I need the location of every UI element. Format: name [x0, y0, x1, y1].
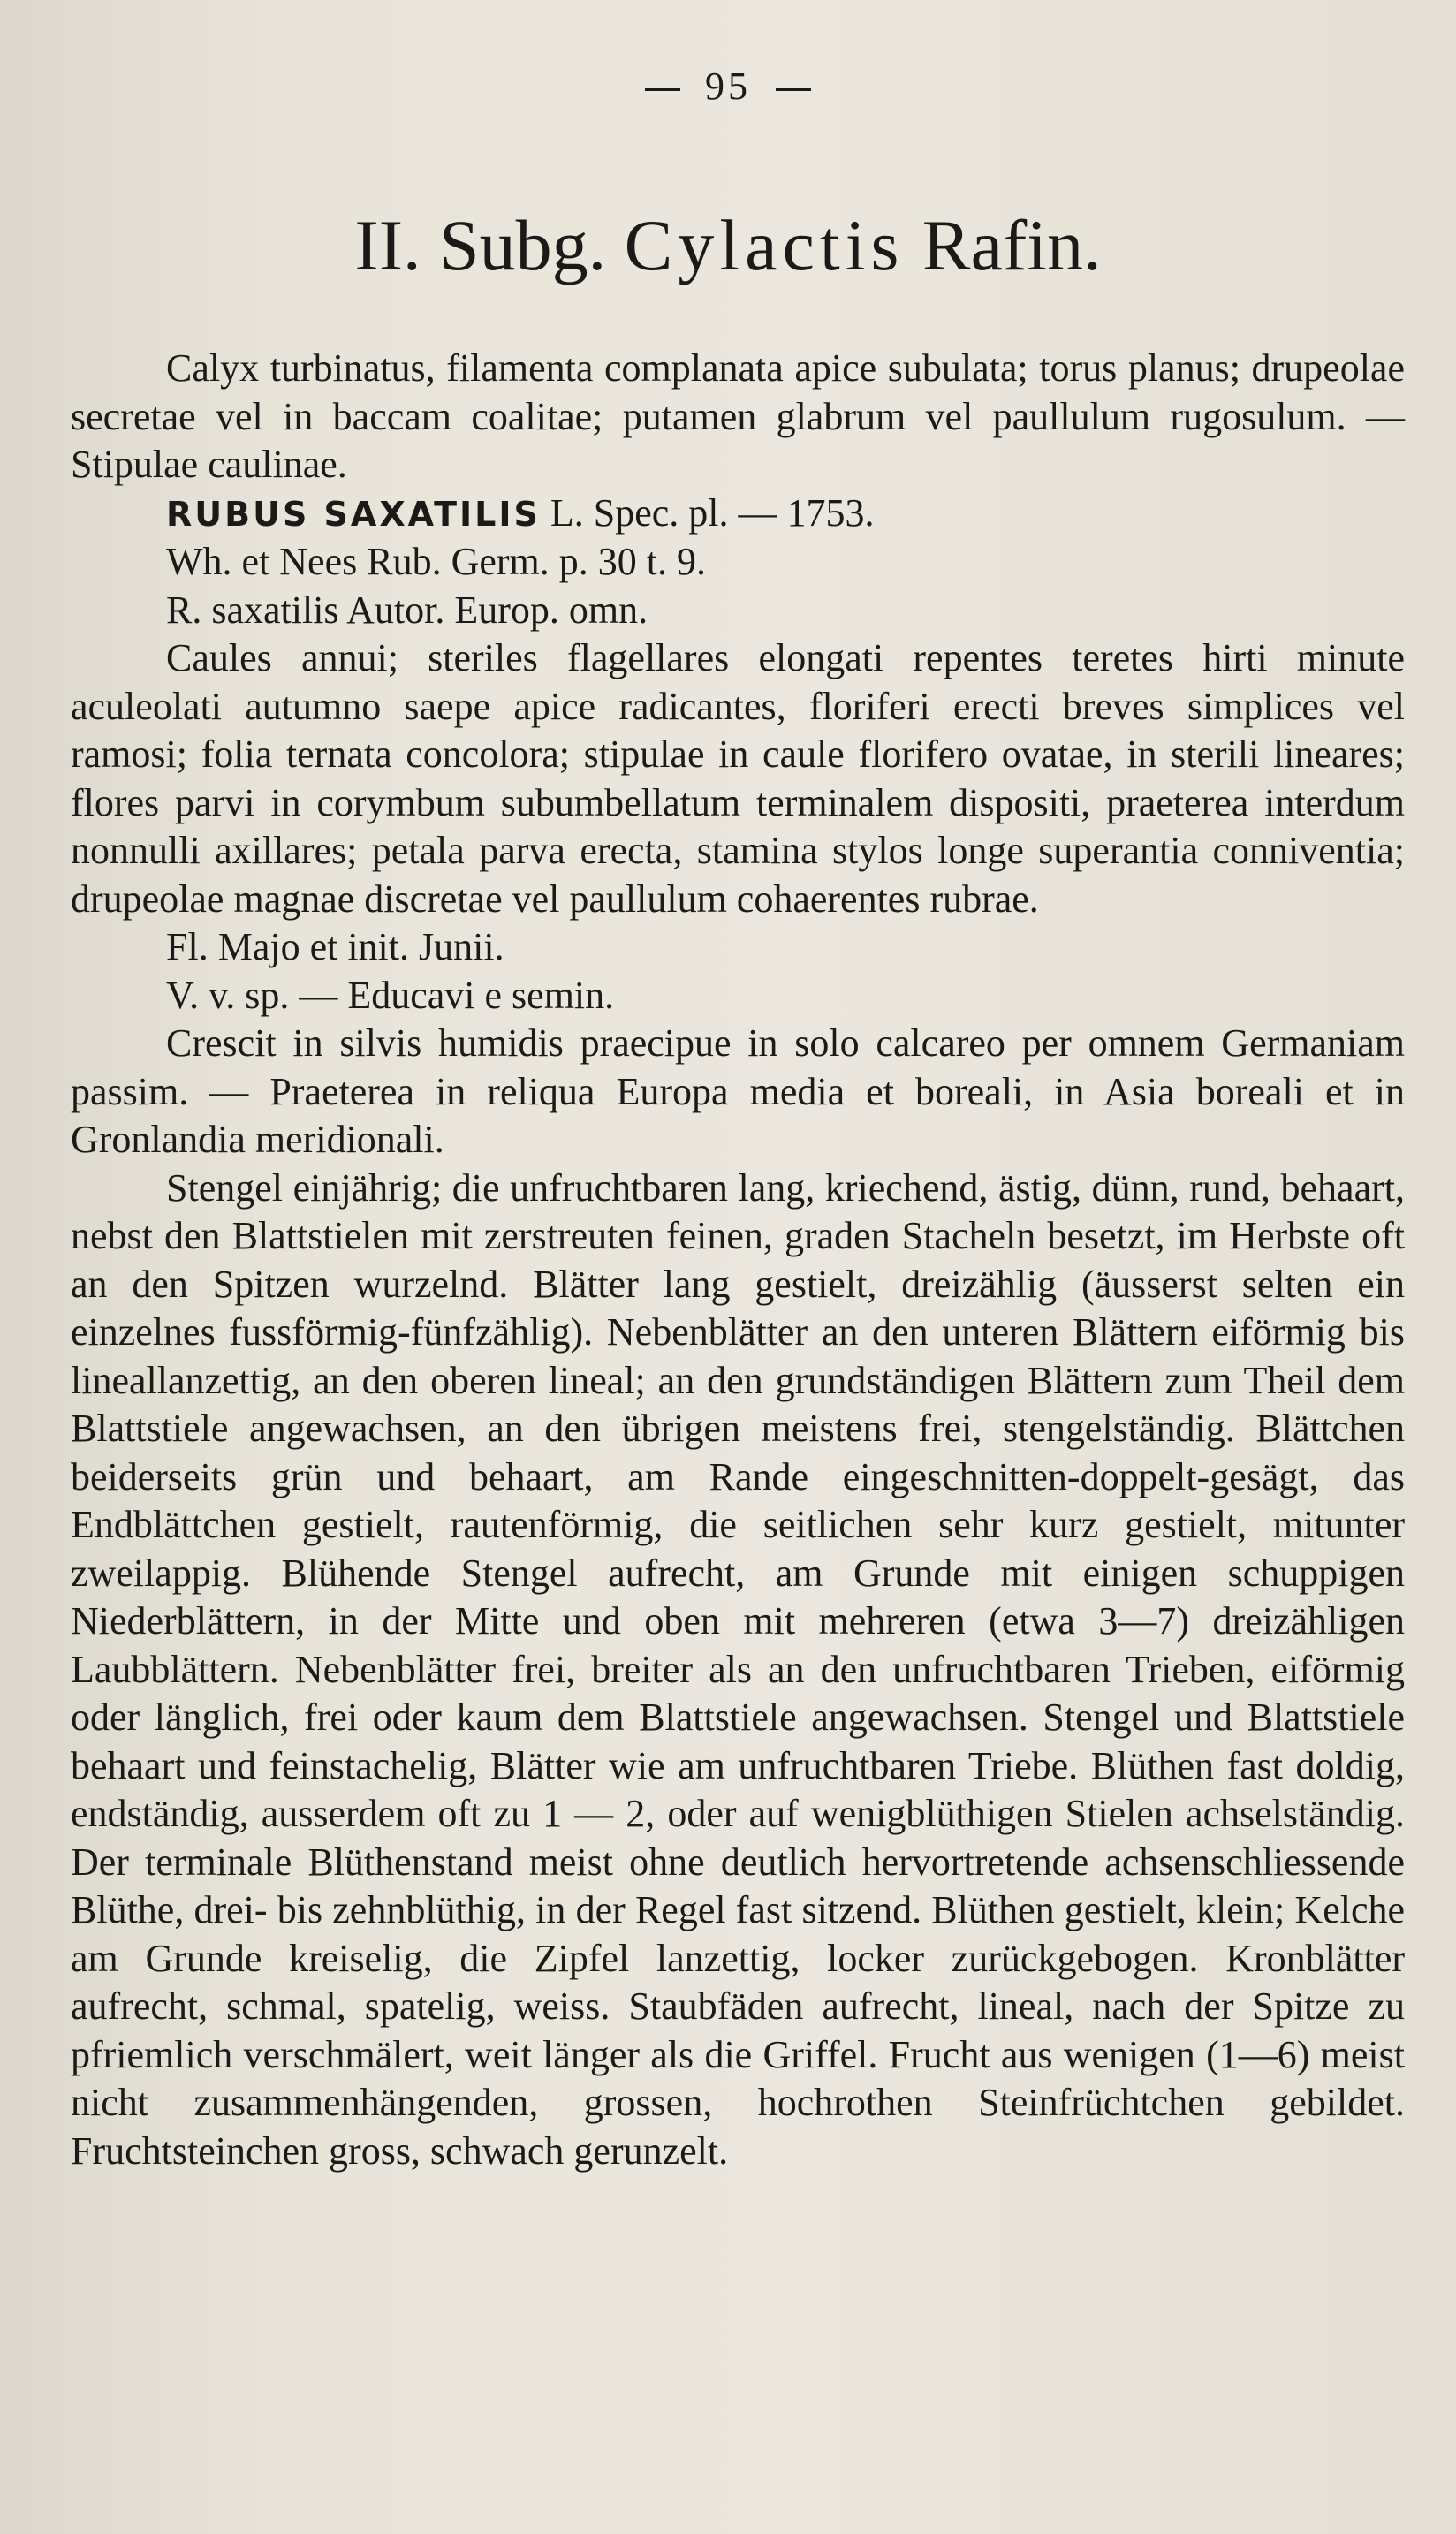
paragraph-flowering: Fl. Majo et init. Junii.: [166, 925, 504, 968]
section-title-genus: Cylactis: [624, 205, 905, 285]
paragraph-seen: V. v. sp. — Educavi e semin.: [166, 973, 615, 1017]
paragraph-description-latin: Caules annui; steriles flagellares elongati repentes teretes hirti minute aculeolati autumno saepe apice radicantes, floriferi erecti breves simplices vel ramosi; folia ternata concolora; stipulae in caule florifero ovatae, in sterili lineares; flores parvi in corymbum subumbellatum terminalem dispositi, praeterea interdum nonnulli axillares; petala parva erecta, stamina stylos longe superantia conniventia; drupeolae magnae discretae vel paullulum cohaerentes rubrae.: [71, 636, 1405, 921]
paragraph-calyx: Calyx turbinatus, filamenta complanata apice subulata; torus planus; drupeolae secretae vel in baccam coalitae; putamen glabrum vel paullulum rugosulum. — Stipulae caulinae.: [71, 346, 1405, 486]
page-number-header: [0, 64, 1456, 109]
section-title: [0, 201, 1456, 290]
synonym-1: Wh. et Nees Rub. Germ. p. 30 t. 9.: [166, 540, 706, 583]
body-text: [71, 345, 1405, 2175]
section-title-author: Rafin.: [921, 205, 1102, 285]
synonym-2: R. saxatilis Autor. Europ. omn.: [166, 588, 648, 632]
paragraph-description-german: Stengel einjährig; die unfruchtbaren lang, kriechend, ästig, dünn, rund, behaart, nebst den Blattstielen mit zerstreuten feinen, graden Stacheln besetzt, im Herbste oft an den Spitzen wurzelnd. Blätter lang gestielt, dreizählig (äusserst selten ein einzelnes fussförmig-fünfzählig). Nebenblätter an den unteren Blättern eiförmig bis lineallanzettig, an den oberen lineal; an den grundständigen Blättern zum Theil dem Blattstiele angewachsen, an den übrigen meistens frei, stengelständig. Blättchen beiderseits grün und behaart, am Rande eingeschnitten-doppelt-gesägt, das Endblättchen gestielt, rautenförmig, die seitlichen sehr kurz gestielt, mitunter zweilappig. Blühende Stengel aufrecht, am Grunde mit einigen schuppigen Niederblättern, in der Mitte und oben mit mehreren (etwa 3—7) dreizähligen Laubblättern. Nebenblätter frei, breiter als an den unfruchtbaren Trieben, eiförmig oder länglich, frei oder kaum dem Blattstiele angewachsen. Stengel und Blattstiele behaart und feinstachelig, Blätter wie am unfruchtbaren Triebe. Blüthen fast doldig, endständig, ausserdem oft zu 1 — 2, oder auf wenigblüthigen Stielen achselständig. Der terminale Blüthenstand meist ohne deutlich hervortretende achsenschliessende Blüthe, drei- bis zehnblüthig, in der Regel fast sitzend. Blüthen gestielt, klein; Kelche am Grunde kreiselig, die Zipfel lanzettig, locker zurückgebogen. Kronblätter aufrecht, schmal, spatelig, weiss. Staubfäden aufrecht, lineal, nach der Spitze zu pfriemlich verschmälert, weit länger als die Griffel. Frucht aus wenigen (1—6) meist nicht zusammenhängenden, grossen, hochrothen Steinfrüchtchen gebildet. Fruchtsteinchen gross, schwach gerunzelt.: [71, 1165, 1405, 2173]
species-citation: L. Spec. pl. — 1753.: [550, 490, 875, 535]
species-heading: [71, 489, 1405, 539]
section-title-prefix: II. Subg.: [354, 205, 607, 285]
page-number: 95: [705, 64, 751, 108]
paragraph-distribution: Crescit in silvis humidis praecipue in solo calcareo per omnem Germaniam passim. — Praeterea in reliqua Europa media et boreali, in Asia boreali et in Gronlandia meridionali.: [71, 1021, 1405, 1161]
left-dash: [645, 88, 680, 91]
species-name: RUBUS SAXATILIS: [166, 494, 541, 534]
right-dash: [776, 88, 811, 91]
